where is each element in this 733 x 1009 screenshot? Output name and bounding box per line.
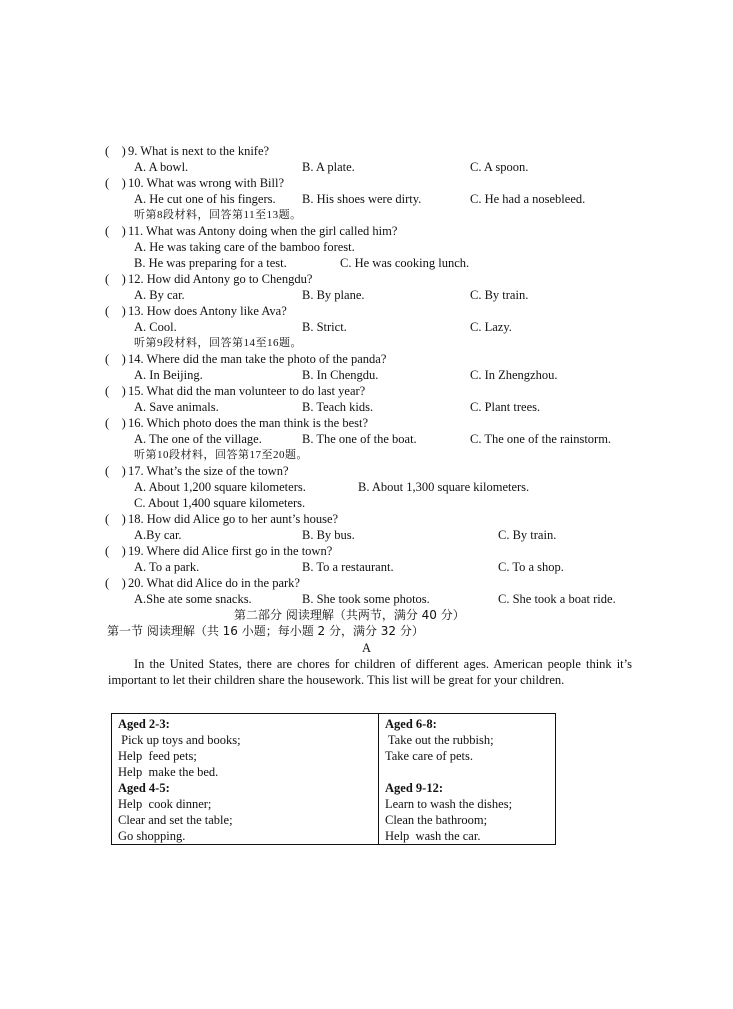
option-b: B. About 1,300 square kilometers. xyxy=(358,480,530,494)
chore-item: Help cook dinner; xyxy=(118,797,212,811)
answer-blank[interactable]: ( ) xyxy=(105,416,126,430)
chore-item: Help feed pets; xyxy=(118,749,197,763)
age-group-label: Aged 2-3: xyxy=(118,717,170,731)
question-text: 17. What’s the size of the town? xyxy=(128,464,289,478)
listening-note: 听第9段材料，回答第14至16题。 xyxy=(134,337,302,349)
passage-letter: A xyxy=(362,641,372,655)
option-b: B. A plate. xyxy=(302,160,355,174)
question-text: 20. What did Alice do in the park? xyxy=(128,576,300,590)
part-two-title: 第二部分 阅读理解（共两节，满分 40 分） xyxy=(234,608,465,622)
answer-blank[interactable]: ( ) xyxy=(105,384,126,398)
answer-blank[interactable]: ( ) xyxy=(105,144,126,158)
answer-blank[interactable]: ( ) xyxy=(105,304,126,318)
option-a: A. Cool. xyxy=(134,320,177,334)
option-c: C. Lazy. xyxy=(470,320,512,334)
age-group-label: Aged 4-5: xyxy=(118,781,170,795)
question-text: 16. Which photo does the man think is the best? xyxy=(128,416,369,430)
chores-table xyxy=(111,713,556,845)
passage-intro xyxy=(108,656,632,688)
option-b: B. His shoes were dirty. xyxy=(302,192,422,206)
option-b: B. By plane. xyxy=(302,288,365,302)
option-b: B. Teach kids. xyxy=(302,400,374,414)
question-text: 11. What was Antony doing when the girl called him? xyxy=(128,224,398,238)
option-a: A. To a park. xyxy=(134,560,200,574)
option-c: C. The one of the rainstorm. xyxy=(470,432,612,446)
answer-blank[interactable]: ( ) xyxy=(105,512,126,526)
option-c: C. He was cooking lunch. xyxy=(340,256,470,270)
chore-item: Take out the rubbish; xyxy=(385,733,494,747)
option-a: A. Save animals. xyxy=(134,400,219,414)
option-c: C. He had a nosebleed. xyxy=(470,192,586,206)
option-a: A. He was taking care of the bamboo forest. xyxy=(134,240,355,254)
chore-item: Pick up toys and books; xyxy=(118,733,241,747)
answer-blank[interactable]: ( ) xyxy=(105,176,126,190)
question-text: 15. What did the man volunteer to do last year? xyxy=(128,384,366,398)
question-text: 14. Where did the man take the photo of the panda? xyxy=(128,352,387,366)
option-a: A. A bowl. xyxy=(134,160,189,174)
option-a: A.She ate some snacks. xyxy=(134,592,252,606)
option-a: A. The one of the village. xyxy=(134,432,262,446)
chore-item: Clear and set the table; xyxy=(118,813,233,827)
table-cell-right xyxy=(379,714,556,845)
listening-note: 听第8段材料，回答第11至13题。 xyxy=(134,209,302,221)
option-a: A. In Beijing. xyxy=(134,368,203,382)
passage-paragraph: In the United States, there are chores for children of different ages. American people think it’s important to let their children share the housework. This list will be great for your children. xyxy=(108,657,632,687)
answer-blank[interactable]: ( ) xyxy=(105,576,126,590)
option-a: A.By car. xyxy=(134,528,182,542)
option-c: C. She took a boat ride. xyxy=(498,592,616,606)
option-b: B. By bus. xyxy=(302,528,355,542)
answer-blank[interactable]: ( ) xyxy=(105,464,126,478)
chore-item: Go shopping. xyxy=(118,829,186,843)
answer-blank[interactable]: ( ) xyxy=(105,272,126,286)
option-a: A. About 1,200 square kilometers. xyxy=(134,480,306,494)
answer-blank[interactable]: ( ) xyxy=(105,352,126,366)
answer-blank[interactable]: ( ) xyxy=(105,224,126,238)
option-a: A. By car. xyxy=(134,288,185,302)
listening-note: 听第10段材料，回答第17至20题。 xyxy=(134,449,308,461)
table-cell-left xyxy=(112,714,379,845)
option-b: B. He was preparing for a test. xyxy=(134,256,287,270)
question-text: 13. How does Antony like Ava? xyxy=(128,304,287,318)
age-group-label: Aged 6-8: xyxy=(385,717,437,731)
option-b: B. She took some photos. xyxy=(302,592,430,606)
option-b: B. In Chengdu. xyxy=(302,368,379,382)
section-one-title: 第一节 阅读理解（共 16 小题；每小题 2 分，满分 32 分） xyxy=(107,624,424,638)
question-text: 12. How did Antony go to Chengdu? xyxy=(128,272,313,286)
chore-item: Help wash the car. xyxy=(385,829,481,843)
age-group-label: Aged 9-12: xyxy=(385,781,443,795)
option-c: C. To a shop. xyxy=(498,560,564,574)
option-b: B. Strict. xyxy=(302,320,347,334)
question-text: 9. What is next to the knife? xyxy=(128,144,270,158)
option-b: B. The one of the boat. xyxy=(302,432,417,446)
option-a: A. He cut one of his fingers. xyxy=(134,192,276,206)
option-c: C. In Zhengzhou. xyxy=(470,368,558,382)
chore-item: Take care of pets. xyxy=(385,749,473,763)
option-c: C. About 1,400 square kilometers. xyxy=(134,496,306,510)
question-text: 19. Where did Alice first go in the town? xyxy=(128,544,333,558)
question-text: 18. How did Alice go to her aunt’s house? xyxy=(128,512,339,526)
question-text: 10. What was wrong with Bill? xyxy=(128,176,284,190)
table-row xyxy=(112,714,556,845)
option-c: C. By train. xyxy=(498,528,557,542)
answer-blank[interactable]: ( ) xyxy=(105,544,126,558)
option-b: B. To a restaurant. xyxy=(302,560,394,574)
option-c: C. Plant trees. xyxy=(470,400,541,414)
option-c: C. A spoon. xyxy=(470,160,529,174)
chore-item: Learn to wash the dishes; xyxy=(385,797,513,811)
chore-item: Clean the bathroom; xyxy=(385,813,488,827)
chore-item: Help make the bed. xyxy=(118,765,219,779)
option-c: C. By train. xyxy=(470,288,529,302)
